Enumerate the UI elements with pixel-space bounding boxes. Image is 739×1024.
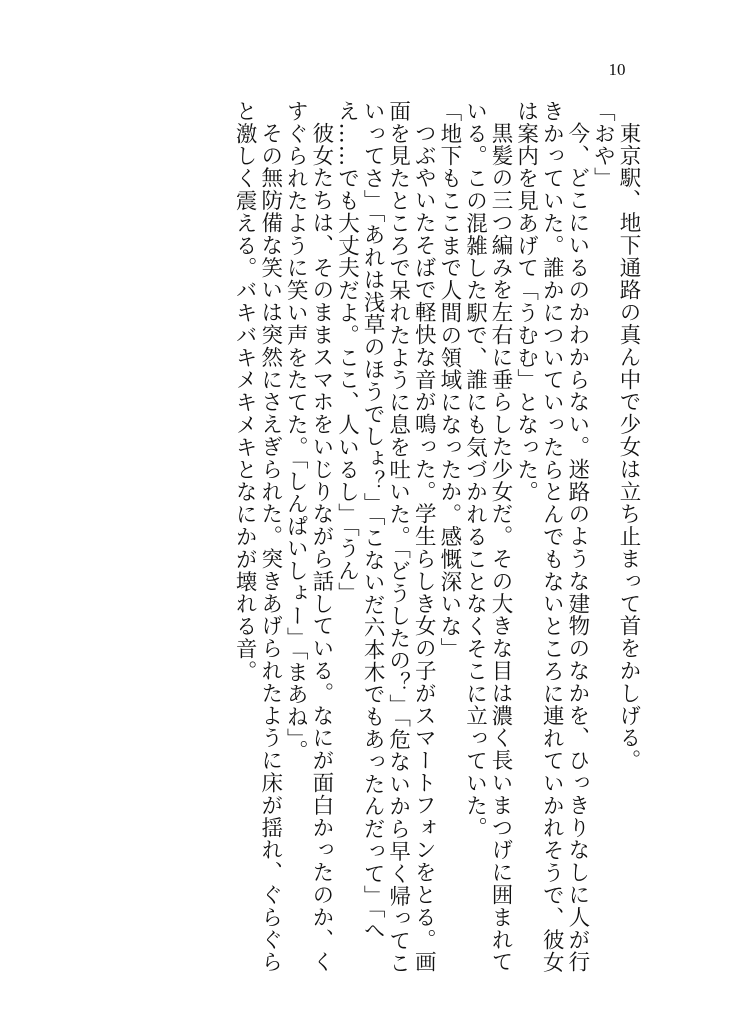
paragraph-smartphone-conversation: つぶやいたそばで軽快な音が鳴った。学生らしき女の子がスマートフォンをとる。画面を見たところで呆れたように息を吐いた。「どうしたの？」「危ないから早く帰ってこいってさ」「あれは浅草のほうでしょ？」「こないだ六本木でもあったんだって」「へえ……でも大丈夫だよ。ここ、人いるし」「うん」: [334, 100, 437, 975]
vertical-text-body: [151, 100, 641, 980]
paragraph-earthquake: その無防備な笑いは突然にさえぎられた。突きあげられたように床が揺れ、ぐらぐらと激しく震える。バキバキメキメキとなにかが壊れる音。: [232, 100, 283, 973]
paragraph-girls-laughing: 彼女たちは、そのままスマホをいじりながら話している。なにが面白かったのか、くすぐられたように笑い声をたてた。「しんぱいしょー」「まあね」。: [283, 100, 334, 973]
page-number: 10: [608, 60, 626, 79]
paragraph-title-line: 東京駅、地下通路の真ん中で少女は立ち止まって首をかしげる。: [616, 121, 641, 772]
paragraph-dialogue-underground: 「地下もここまで人間の領域になったか。感慨深いな」: [436, 100, 462, 660]
paragraph-lost-in-station: 今、どこにいるのかわからない。迷路のような建物のなかを、ひっきりなしに人が行きかっていた。誰かについていったらとんでもないところに連れていかれそうで、彼女は案内を見あげて「うむむ」となった。: [513, 100, 590, 974]
paragraph-girl-description: 黒髪の三つ編みを左右に垂らした少女だ。その大きな目は濃く長いまつげに囲まれている。この混雑した駅で、誰にも気づかれることなくそこに立っていた。: [462, 100, 514, 973]
paragraph-dialogue-oya: 「おや」: [590, 100, 616, 190]
